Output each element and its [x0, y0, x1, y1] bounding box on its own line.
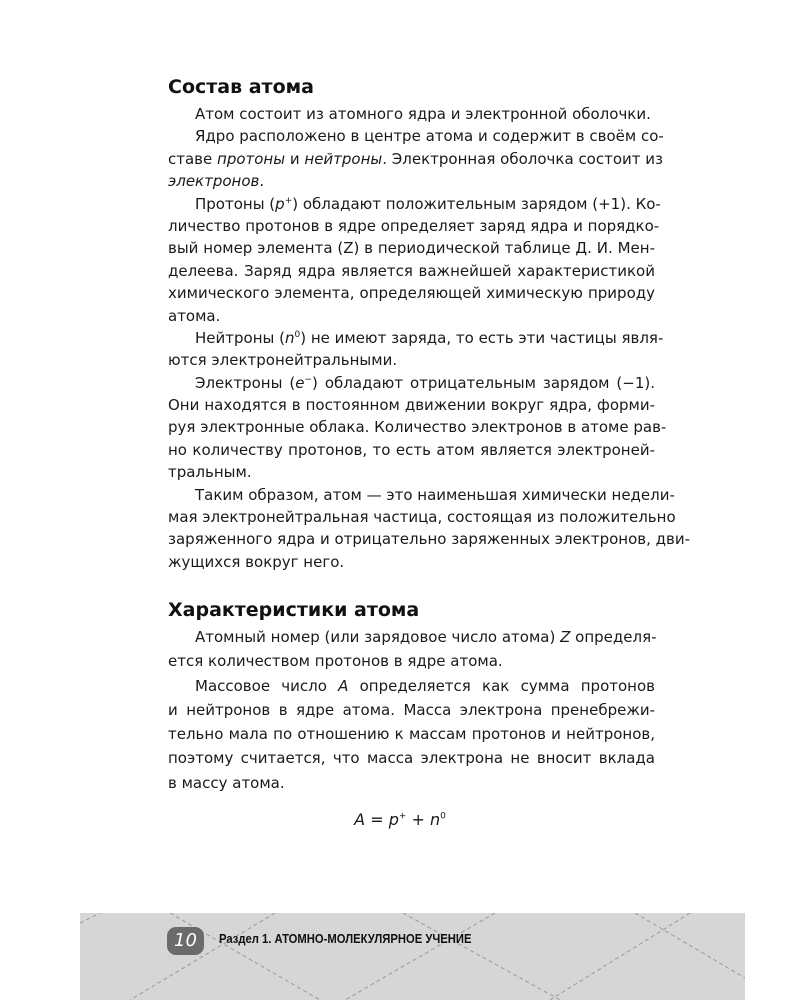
text-run: . Электронная оболочка состоит из: [382, 149, 664, 168]
text-line: [168, 506, 676, 528]
text-run: Таким образом, атом — это наименьшая химически недели-: [195, 485, 675, 504]
text-run: +: [406, 810, 430, 829]
text-line: [168, 193, 661, 215]
text-run: и: [285, 149, 305, 168]
italic-term: электронов: [168, 172, 260, 191]
section-composition-body: [168, 103, 691, 573]
text-run: химического элемента, определяющей химическую природу: [168, 284, 655, 303]
text-line: [168, 237, 655, 259]
text-run: Электроны (: [195, 373, 296, 392]
text-run: делеева. Заряд ядра является важнейшей характеристикой: [168, 261, 655, 280]
italic-term: Z: [560, 628, 571, 646]
text-run: в массу атома.: [168, 773, 285, 792]
italic-term: p: [275, 194, 285, 213]
text-line: [168, 528, 691, 550]
text-line: [168, 215, 660, 237]
superscript: 0: [440, 811, 446, 822]
text-line: [168, 771, 655, 795]
text-run: вый номер элемента (Z) в периодической таблице Д. И. Мен-: [168, 239, 655, 258]
text-line: [168, 148, 664, 170]
superscript: +: [398, 811, 407, 822]
text-run: ется количеством протонов в ядре атома.: [168, 652, 503, 671]
superscript: 0: [294, 329, 301, 340]
text-line: [168, 625, 655, 649]
mass-number-formula: [0, 810, 800, 829]
text-run: ) обладают положительным зарядом (+1). Ко-: [292, 194, 661, 213]
text-line: [168, 746, 655, 770]
text-run: Нейтроны (: [195, 328, 285, 347]
italic-term: A: [338, 676, 349, 695]
text-run: тельно мала по отношению к массам протонов и нейтронов,: [168, 725, 655, 744]
italic-term: p: [388, 810, 399, 829]
text-run: Атом состоит из атомного ядра и электронной оболочки.: [195, 105, 651, 123]
superscript: −: [304, 374, 313, 385]
text-run: определя-: [570, 628, 657, 646]
text-line: [168, 551, 655, 573]
italic-term: нейтроны: [304, 149, 383, 168]
italic-term: протоны: [217, 149, 286, 168]
running-section-title: Раздел 1. АТОМНО-МОЛЕКУЛЯРНОЕ УЧЕНИЕ: [219, 932, 472, 946]
text-run: ставе: [168, 149, 218, 168]
text-line: [168, 674, 655, 698]
page-footer: [80, 913, 745, 1000]
text-line: [168, 649, 655, 673]
text-line: [168, 305, 655, 327]
text-run: личество протонов в ядре определяет заряд ядра и порядко-: [168, 216, 660, 235]
text-line: [168, 722, 655, 746]
text-line: [168, 439, 655, 461]
text-line: [168, 349, 655, 371]
text-line: [168, 125, 664, 147]
text-run: Протоны (: [195, 194, 276, 213]
text-run: определяется как сумма протонов: [348, 676, 655, 695]
text-run: поэтому считается, что масса электрона не вносит вклада: [168, 749, 655, 768]
text-line: [168, 282, 655, 304]
italic-term: e: [295, 373, 305, 392]
text-run: ) обладают отрицательным зарядом (−1).: [312, 373, 656, 392]
text-line: [168, 394, 655, 416]
italic-term: n: [284, 328, 295, 347]
text-run: руя электронные облака. Количество электронов в атоме рав-: [168, 418, 667, 437]
text-run: .: [259, 172, 265, 191]
text-line: [168, 416, 667, 438]
text-line: [168, 698, 655, 722]
text-run: но количеству протонов, то есть атом является электроней-: [168, 440, 655, 459]
text-line: [168, 484, 675, 506]
text-run: и нейтронов в ядре атома. Масса электрона пренебрежи-: [168, 700, 655, 719]
text-line: [168, 461, 655, 483]
text-run: тральным.: [168, 463, 252, 482]
section-characteristics-body: [168, 625, 655, 795]
page-number-badge: 10: [167, 927, 204, 955]
text-run: Атомный номер (или зарядовое число атома): [195, 628, 561, 646]
text-run: ) не имеют заряда, то есть эти частицы явля-: [300, 328, 664, 347]
text-run: Ядро расположено в центре атома и содержит в своём со-: [195, 127, 664, 146]
text-run: жущихся вокруг него.: [168, 552, 345, 571]
text-run: =: [365, 810, 389, 829]
italic-term: A: [354, 810, 366, 829]
text-run: Они находятся в постоянном движении вокруг ядра, форми-: [168, 396, 655, 415]
text-run: ются электронейтральными.: [168, 351, 398, 370]
text-line: [168, 170, 655, 192]
heading-composition: Состав атома: [168, 76, 314, 98]
text-run: атома.: [168, 306, 221, 325]
text-run: заряженного ядра и отрицательно заряженных электронов, дви-: [168, 530, 691, 549]
text-line: [168, 327, 664, 349]
text-run: Массовое число: [195, 676, 339, 695]
italic-term: n: [429, 810, 441, 829]
text-run: мая электронейтральная частица, состоящая из положительно: [168, 508, 676, 527]
superscript: +: [284, 195, 293, 206]
text-line: [168, 372, 655, 394]
heading-characteristics: Характеристики атома: [168, 599, 420, 621]
text-line: [168, 103, 655, 125]
text-line: [168, 260, 655, 282]
